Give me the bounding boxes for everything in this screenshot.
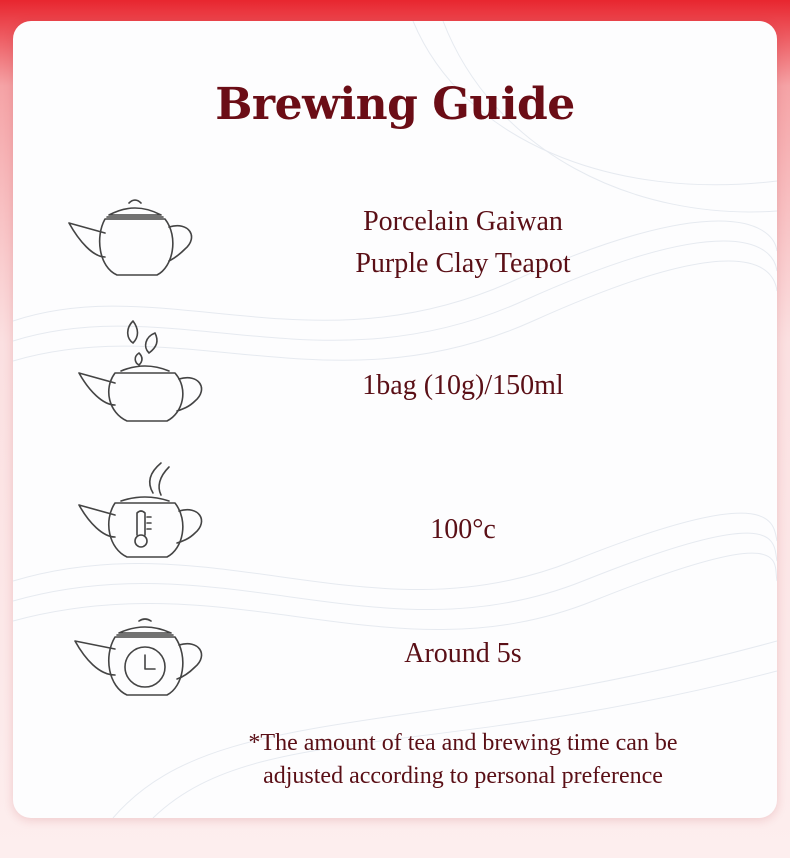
vessel-line-2: Purple Clay Teapot (355, 248, 571, 279)
step-time-text: Around 5s (404, 638, 522, 669)
teapot-thermometer-icon (65, 459, 215, 579)
brewing-note (193, 727, 733, 793)
teapot-leaves-icon (65, 317, 215, 427)
page-title: Brewing Guide (215, 79, 575, 130)
brewing-guide-card (13, 21, 777, 818)
note-line-1: *The amount of tea and brewing time can be (248, 730, 678, 756)
note-line-2: adjusted according to personal preference (263, 763, 663, 789)
step-vessel-text (273, 201, 653, 285)
step-temperature-text: 100°c (430, 514, 496, 545)
teapot-clock-icon (65, 617, 215, 707)
teapot-icon (65, 197, 205, 287)
step-amount-text: 1bag (10g)/150ml (362, 370, 564, 401)
vessel-line-1: Porcelain Gaiwan (363, 206, 563, 237)
